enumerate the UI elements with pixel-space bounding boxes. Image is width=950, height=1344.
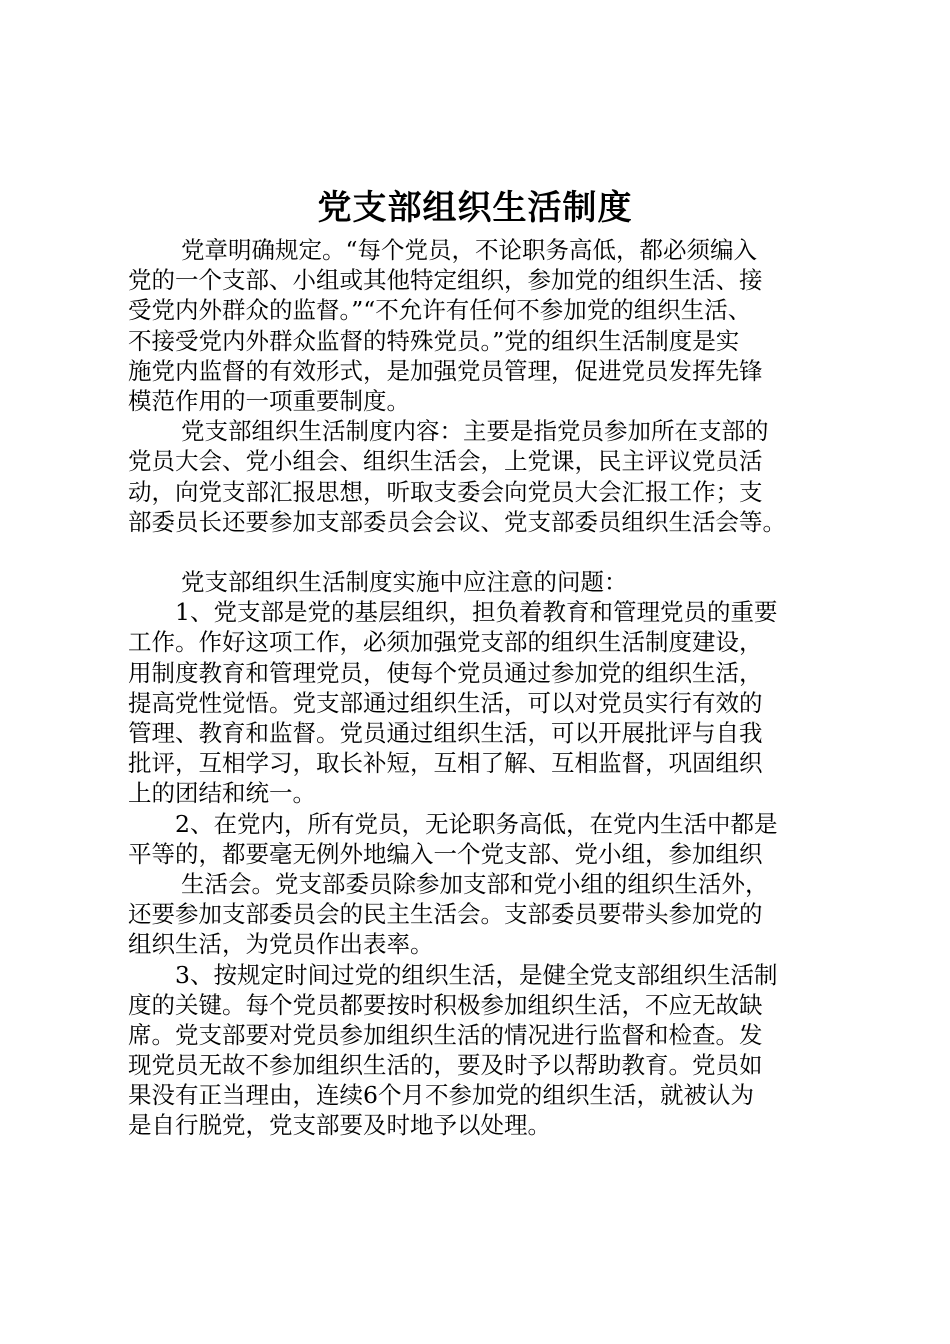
text-line: 3、按规定时间过党的组织生活，是健全党支部组织生活制 — [175, 960, 778, 989]
text-line: 管理、教育和监督。党员通过组织生活，可以开展批评与自我 — [128, 719, 763, 747]
text-line: 上的团结和统一。 — [128, 779, 316, 808]
document-body — [128, 235, 858, 1141]
text-line: 是自行脱党，党支部要及时地予以处理。 — [128, 1111, 551, 1140]
text-line: 生活会。党支部委员除参加支部和党小组的组织生活外， — [181, 869, 769, 898]
text-line: 党章明确规定。“每个党员，不论职务高低，都必须编入 — [181, 236, 758, 264]
text-line: 批评，互相学习，取长补短，互相了解、互相监督，巩固组织 — [128, 749, 763, 778]
text-line: 提高党性觉悟。党支部通过组织生活，可以对党员实行有效的 — [128, 688, 763, 717]
text-line: 席。党支部要对党员参加组织生活的情况进行监督和检查。发 — [128, 1020, 763, 1049]
text-line: 党支部组织生活制度实施中应注意的问题： — [181, 568, 628, 597]
text-line: 动，向党支部汇报思想，听取支委会向党员大会汇报工作；支 — [128, 477, 763, 506]
text-line: 党支部组织生活制度内容：主要是指党员参加所在支部的 — [181, 417, 769, 446]
text-line: 部委员长还要参加支部委员会会议、党支部委员组织生活会等。 — [128, 507, 786, 536]
text-line: 模范作用的一项重要制度。 — [128, 386, 410, 415]
text-line: 2、在党内，所有党员，无论职务高低，在党内生活中都是 — [175, 809, 778, 838]
text-line: 组织生活，为党员作出表率。 — [128, 930, 434, 959]
text-line: 不接受党内外群众监督的特殊党员。”党的组织生活制度是实 — [128, 326, 740, 355]
text-line: 度的关键。每个党员都要按时积极参加组织生活，不应无故缺 — [128, 990, 763, 1019]
text-line: 平等的，都要毫无例外地编入一个党支部、党小组，参加组织 — [128, 839, 763, 868]
text-line: 1、党支部是党的基层组织，担负着教育和管理党员的重要 — [175, 598, 778, 627]
blank-line — [128, 537, 858, 567]
text-line: 施党内监督的有效形式，是加强党员管理，促进党员发挥先锋 — [128, 356, 763, 385]
document-title: 党支部组织生活制度 — [317, 188, 633, 228]
text-line: 现党员无故不参加组织生活的，要及时予以帮助教育。党员如 — [128, 1051, 763, 1080]
text-line: 工作。作好这项工作，必须加强党支部的组织生活制度建设， — [128, 628, 763, 657]
text-line: 果没有正当理由，连续6个月不参加党的组织生活，就被认为 — [128, 1081, 754, 1110]
text-line: 还要参加支部委员会的民主生活会。支部委员要带头参加党的 — [128, 900, 763, 929]
text-line: 党员大会、党小组会、组织生活会，上党课，民主评议党员活 — [128, 447, 763, 476]
text-line: 用制度教育和管理党员，使每个党员通过参加党的组织生活， — [128, 658, 763, 687]
text-line: 党的一个支部、小组或其他特定组织，参加党的组织生活、接 — [128, 266, 763, 295]
text-line: 受党内外群众的监督。”“不允许有任何不参加党的组织生活、 — [128, 296, 752, 325]
